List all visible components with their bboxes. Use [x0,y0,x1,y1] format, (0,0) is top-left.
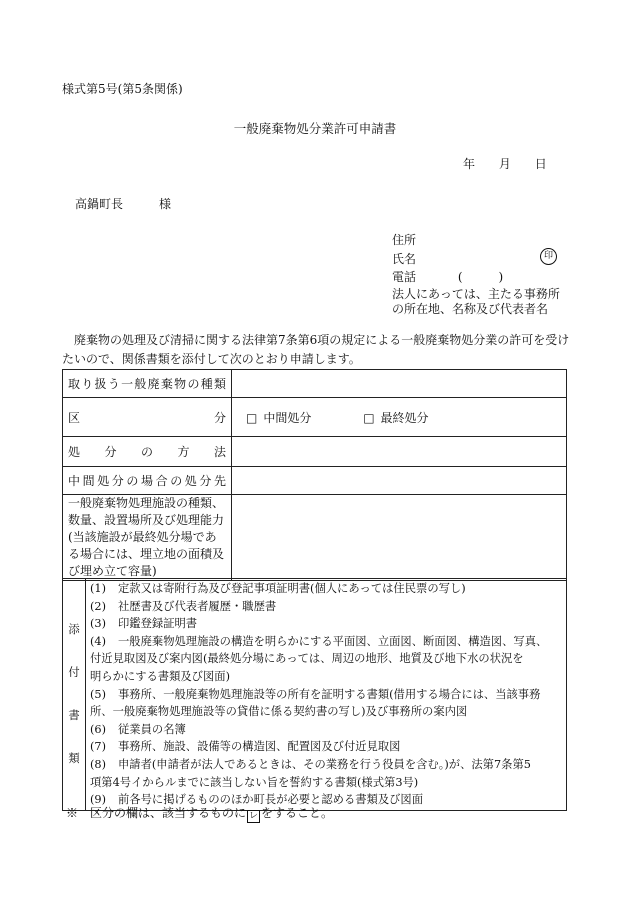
attachment-item [90,686,562,704]
addressee [75,195,171,212]
final-label: 最終処分 [380,410,429,425]
addressee-name: 高鍋町長 [75,197,124,211]
attachments-side-char: 添 [68,623,80,637]
date-day: 日 [534,157,547,171]
attachment-item-number: (1) [90,582,107,595]
attachment-item [90,580,562,598]
attachment-item-number: (7) [90,740,107,754]
date-year: 年 [463,157,476,171]
attachment-item-number: (8) [90,757,107,771]
attachment-item [90,721,562,739]
waste-type-field[interactable] [232,370,567,398]
attachment-item [90,598,562,616]
attachment-item-number: (3) [90,617,107,631]
attachments-side-char: 付 [68,666,80,680]
attachment-item-number: (4) [90,634,107,648]
category-label: 区分 [63,398,232,437]
document-title: 一般廃棄物処分業許可申請書 [233,121,397,136]
addressee-honorific: 様 [159,197,172,211]
attachment-item-continuation: 明らかにする書類及び図面) [90,669,230,683]
attachment-item-number: (6) [90,722,107,736]
facility-field[interactable] [232,495,567,581]
applicant-corp-note-1: 法人にあっては、主たる事務所 [392,287,560,301]
applicant-name-label: 氏名 [392,252,417,266]
date-line [463,155,567,172]
attachment-item-text: 一般廃棄物処理施設の構造を明らかにする平面図、立面図、断面図、構造図、写真、 [118,634,548,648]
attachment-item-text: 定款又は寄附行為及び登記事項証明書(個人にあっては住民票の写し) [118,582,466,595]
facility-label: 一般廃棄物処理施設の種類、数量、設置場所及び処理能力(当該施設が最終処分場である場合には、埋立地の面積及び埋め立て容量) [63,495,232,581]
seal-icon: 印 [540,248,557,265]
applicant-phone-parens: ( ) [457,270,504,284]
applicant-corp-note-2: の所在地、名称及び代表者名 [392,302,549,316]
attachment-item-text: 印鑑登録証明書 [118,617,198,631]
method-label: 処分の方法 [63,437,232,467]
intermediate-checkbox[interactable]: □ [246,410,258,425]
attachment-item [90,756,562,774]
attachments-side-char: 類 [68,752,80,766]
attachments-side-char: 書 [68,709,80,723]
category-field [232,398,567,437]
attachment-item-text: 従業員の名簿 [118,722,186,736]
final-checkbox[interactable]: □ [363,410,375,425]
attachments-table [62,578,567,811]
attachment-item-text: 前各号に掲げるもののほか町長が必要と認める書類及び図面 [118,793,424,807]
attachment-item-continuation: 付近見取図及び案内図(最終処分場にあっては、周辺の地形、地質及び地下水の状況を [90,652,524,666]
attachment-item [90,633,562,651]
form-number: 様式第5号(第5条関係) [62,82,183,96]
footnote: ※ 区分の欄は、該当するものに レ をすること。 [66,806,334,821]
attachment-item-number: (5) [90,687,107,701]
destination-field[interactable] [232,467,567,495]
destination-label: 中間処分の場合の処分先 [63,467,232,495]
attachment-item-text: 申請者(申請者が法人であるときは、その業務を行う役員を含む。)が、法第7条第5 [118,757,531,771]
attachments-side-label [63,579,86,811]
application-table [62,369,567,581]
checkmark-icon: レ [249,811,259,821]
attachment-item-number: (2) [90,599,107,613]
applicant-phone-label: 電話 [392,270,417,284]
attachment-item [90,615,562,633]
attachment-item-text: 事務所、一般廃棄物処理施設等の所有を証明する書類(借用する場合には、当該事務 [118,687,541,701]
applicant-address-label: 住所 [392,233,417,247]
method-field[interactable] [232,437,567,467]
attachment-item-number: (9) [90,793,107,807]
attachment-item-text: 社歴書及び代表者履歴・職歴書 [118,599,277,613]
intro-paragraph: 廃棄物の処理及び清掃に関する法律第7条第6項の規定による一般廃棄物処分業の許可を受けたいので、関係書類を添付して次のとおり申請します。 [62,333,570,366]
attachment-item-text: 事務所、施設、設備等の構造図、配置図及び付近見取図 [118,740,401,754]
applicant-phone [392,268,503,285]
date-month: 月 [498,157,511,171]
attachment-item [90,738,562,756]
attachments-list [86,579,567,811]
intermediate-label: 中間処分 [263,410,312,425]
waste-type-label: 取り扱う一般廃棄物の種類 [63,370,232,398]
attachment-item-continuation: 所、一般廃棄物処理施設等の貸借に係る契約書の写し)及び事務所の案内図 [90,705,468,719]
attachment-item-continuation: 項第4号イからルまでに該当しない旨を誓約する書類(様式第3号) [90,775,419,789]
